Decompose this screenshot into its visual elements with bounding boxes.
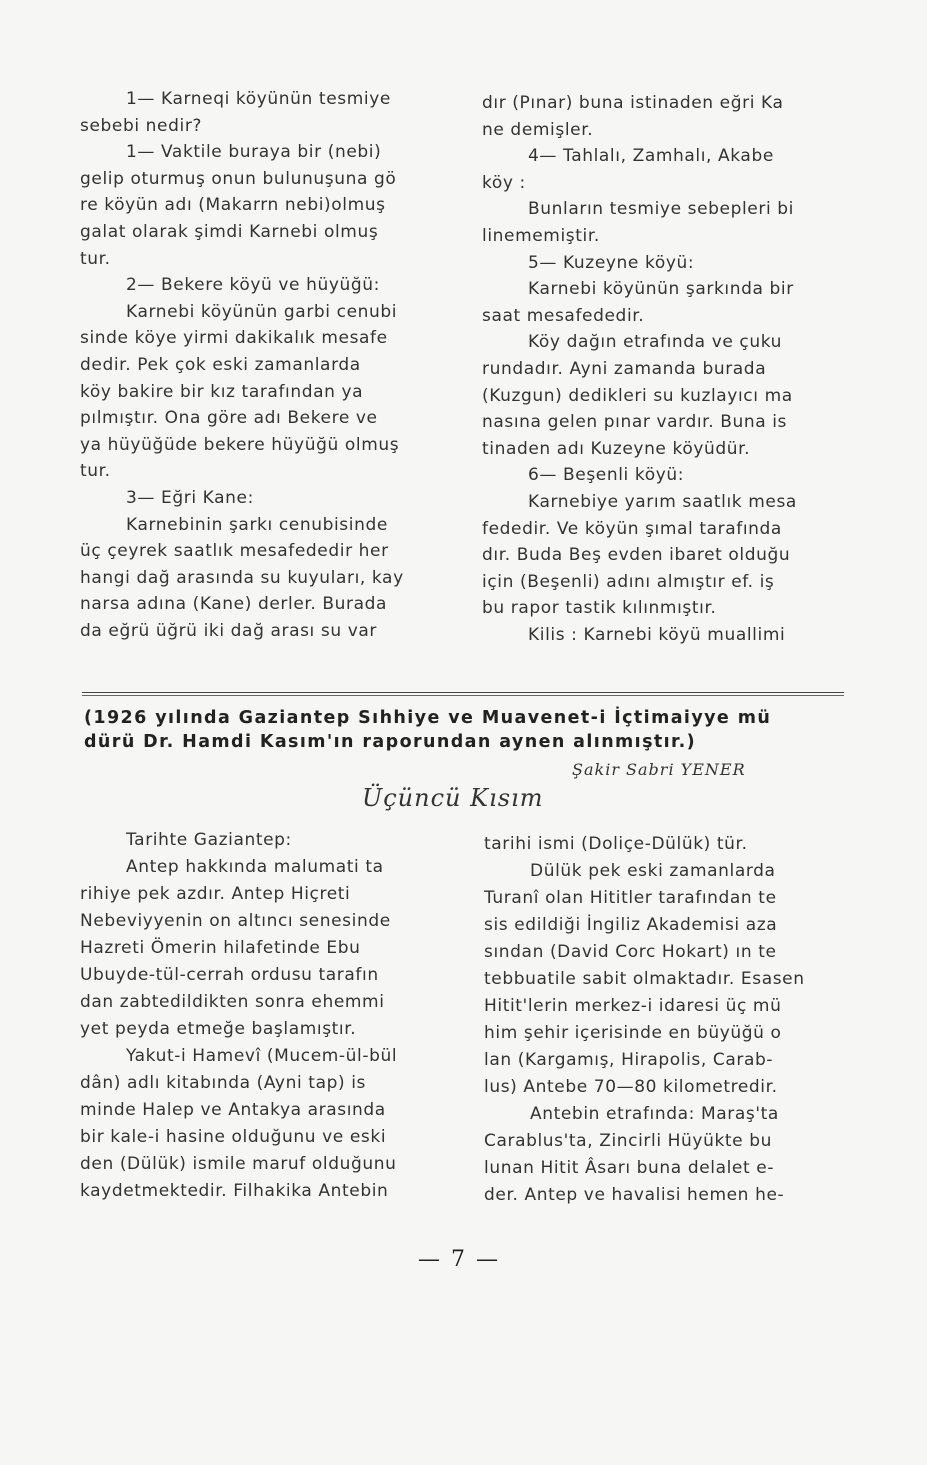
text-line: 4— Tahlalı, Zamhalı, Akabe (528, 146, 774, 167)
text-line: 3— Eğri Kane: (126, 487, 254, 508)
note-line: (1926 yılında Gaziantep Sıhhiye ve Muavenet-i İçtimaiyye mü (84, 708, 772, 728)
text-line: Nebeviyyenin on altıncı senesinde (80, 911, 391, 931)
text-line: (Kuzgun) dedikleri su kuzlayıcı ma (482, 385, 793, 406)
source-note (84, 706, 854, 754)
divider-rule (82, 692, 844, 693)
page-number: — 7 — (418, 1247, 500, 1272)
text-line: tarihi ismi (Doliçe-Dülük) tür. (484, 834, 748, 854)
text-line: Karnebi köyünün garbi cenubi (126, 301, 398, 322)
text-line: tur. (80, 248, 111, 269)
text-line: dır. Buda Beş evden ibaret olduğu (482, 545, 791, 566)
text-line: bu rapor tastik kılınmıştır. (482, 598, 717, 619)
text-line: köy : (482, 172, 526, 193)
text-line: Karnebiye yarım saatlık mesa (528, 491, 797, 512)
text-line: 1— Karneqi köyünün tesmiye (126, 89, 391, 109)
text-line: Karnebinin şarkı cenubisinde (126, 514, 388, 535)
text-line: tur. (80, 461, 111, 482)
text-line: nasına gelen pınar vardır. Buna is (482, 412, 788, 433)
text-line: him şehir içerisinde en büyüğü o (484, 1023, 782, 1043)
text-line: 1— Vaktile buraya bir (nebi) (126, 142, 382, 163)
text-line: lunan Hitit Âsarı buna delalet e- (484, 1158, 775, 1178)
text-line: 2— Bekere köyü ve hüyüğü: (126, 275, 380, 296)
text-line: tinaden adı Kuzeyne köyüdür. (482, 438, 751, 459)
text-line: re köyün adı (Makarrn nebi)olmuş (80, 195, 386, 216)
text-line: ne demişler. (482, 119, 594, 140)
text-line: Antebin etrafında: Maraş'ta (530, 1104, 779, 1124)
text-line: da eğrü üğrü iki dağ arası su var (80, 620, 377, 641)
text-line: sından (David Corc Hokart) ın te (484, 942, 777, 962)
text-line: dân) adlı kitabında (Ayni tap) is (80, 1073, 366, 1093)
text-line: narsa adına (Kane) derler. Burada (80, 594, 388, 615)
text-line: Turanî olan Hititler tarafından te (484, 888, 777, 908)
note-line: dürü Dr. Hamdi Kasım'ın raporundan aynen alınmıştır.) (84, 732, 697, 752)
text-line: kaydetmektedir. Filhakika Antebin (80, 1181, 389, 1201)
text-line: ya hüyüğüde bekere hüyüğü olmuş (80, 434, 400, 455)
text-line: Karnebi köyünün şarkında bir (528, 279, 794, 300)
text-line: Antep hakkında malumati ta (126, 857, 384, 877)
section-title: Üçüncü Kısım (362, 784, 544, 812)
text-line: galat olarak şimdi Karnebi olmuş (80, 221, 379, 242)
text-line: Hitit'lerin merkez-i idaresi üç mü (484, 996, 782, 1016)
text-line: sebebi nedir? (80, 115, 203, 136)
text-line: Ubuyde-tül-cerrah ordusu tarafın (80, 965, 379, 985)
text-line: pılmıştır. Ona göre adı Bekere ve (80, 408, 378, 429)
text-line: linememiştir. (482, 225, 600, 246)
text-line: tebbuatile sabit olmaktadır. Esasen (484, 969, 805, 989)
text-line: Bunların tesmiye sebepleri bi (528, 199, 794, 220)
text-line: rihiye pek azdır. Antep Hiçreti (80, 884, 351, 904)
text-line: Tarihte Gaziantep: (126, 830, 292, 850)
text-line: fededir. Ve köyün şımal tarafında (482, 518, 782, 539)
text-line: der. Antep ve havalisi hemen he- (484, 1185, 785, 1205)
text-line: sis edildiği İngiliz Akademisi aza (484, 915, 778, 935)
text-line: 6— Beşenli köyü: (528, 465, 685, 486)
text-line: saat mesafededir. (482, 305, 645, 326)
text-line: dan zabtedildikten sonra ehemmi (80, 992, 385, 1012)
text-line: üç çeyrek saatlık mesafededir her (80, 541, 389, 562)
text-line: dır (Pınar) buna istinaden eğri Ka (482, 93, 784, 113)
text-line: köy bakire bir kız tarafından ya (80, 381, 364, 402)
text-line: rundadır. Ayni zamanda burada (482, 358, 767, 379)
text-line: den (Dülük) ismile maruf olduğunu (80, 1154, 397, 1174)
text-line: sinde köye yirmi dakikalık mesafe (80, 328, 388, 349)
text-line: minde Halep ve Antakya arasında (80, 1100, 386, 1120)
text-line: Hazreti Ömerin hilafetinde Ebu (80, 938, 361, 958)
text-line: dedir. Pek çok eski zamanlarda (80, 354, 361, 375)
text-line: Kilis : Karnebi köyü muallimi (528, 624, 786, 645)
text-line: Köy dağın etrafında ve çuku (528, 332, 783, 353)
lower-right-column (484, 831, 852, 1209)
text-line: 5— Kuzeyne köyü: (528, 252, 695, 273)
text-line: Yakut-i Hamevî (Mucem-ül-bül (126, 1046, 398, 1066)
text-line: Carablus'ta, Zincirli Hüyükte bu (484, 1131, 772, 1151)
divider-rule (82, 695, 844, 696)
text-line: lan (Kargamış, Hirapolis, Carab- (484, 1050, 774, 1070)
text-line: gelip oturmuş onun bulunuşuna gö (80, 168, 397, 189)
text-line: hangi dağ arasında su kuyuları, kay (80, 567, 404, 588)
text-line: için (Beşenli) adını almıştır ef. iş (482, 571, 775, 592)
text-line: bir kale-i hasine olduğunu ve eski (80, 1127, 387, 1147)
signature: Şakir Sabri YENER (572, 760, 746, 779)
upper-right-column (482, 90, 852, 648)
lower-left-column (80, 827, 452, 1205)
upper-left-column (80, 86, 450, 644)
text-line: Dülük pek eski zamanlarda (530, 861, 776, 881)
text-line: yet peyda etmeğe başlamıştır. (80, 1019, 357, 1039)
text-line: lus) Antebe 70—80 kilometredir. (484, 1077, 778, 1097)
